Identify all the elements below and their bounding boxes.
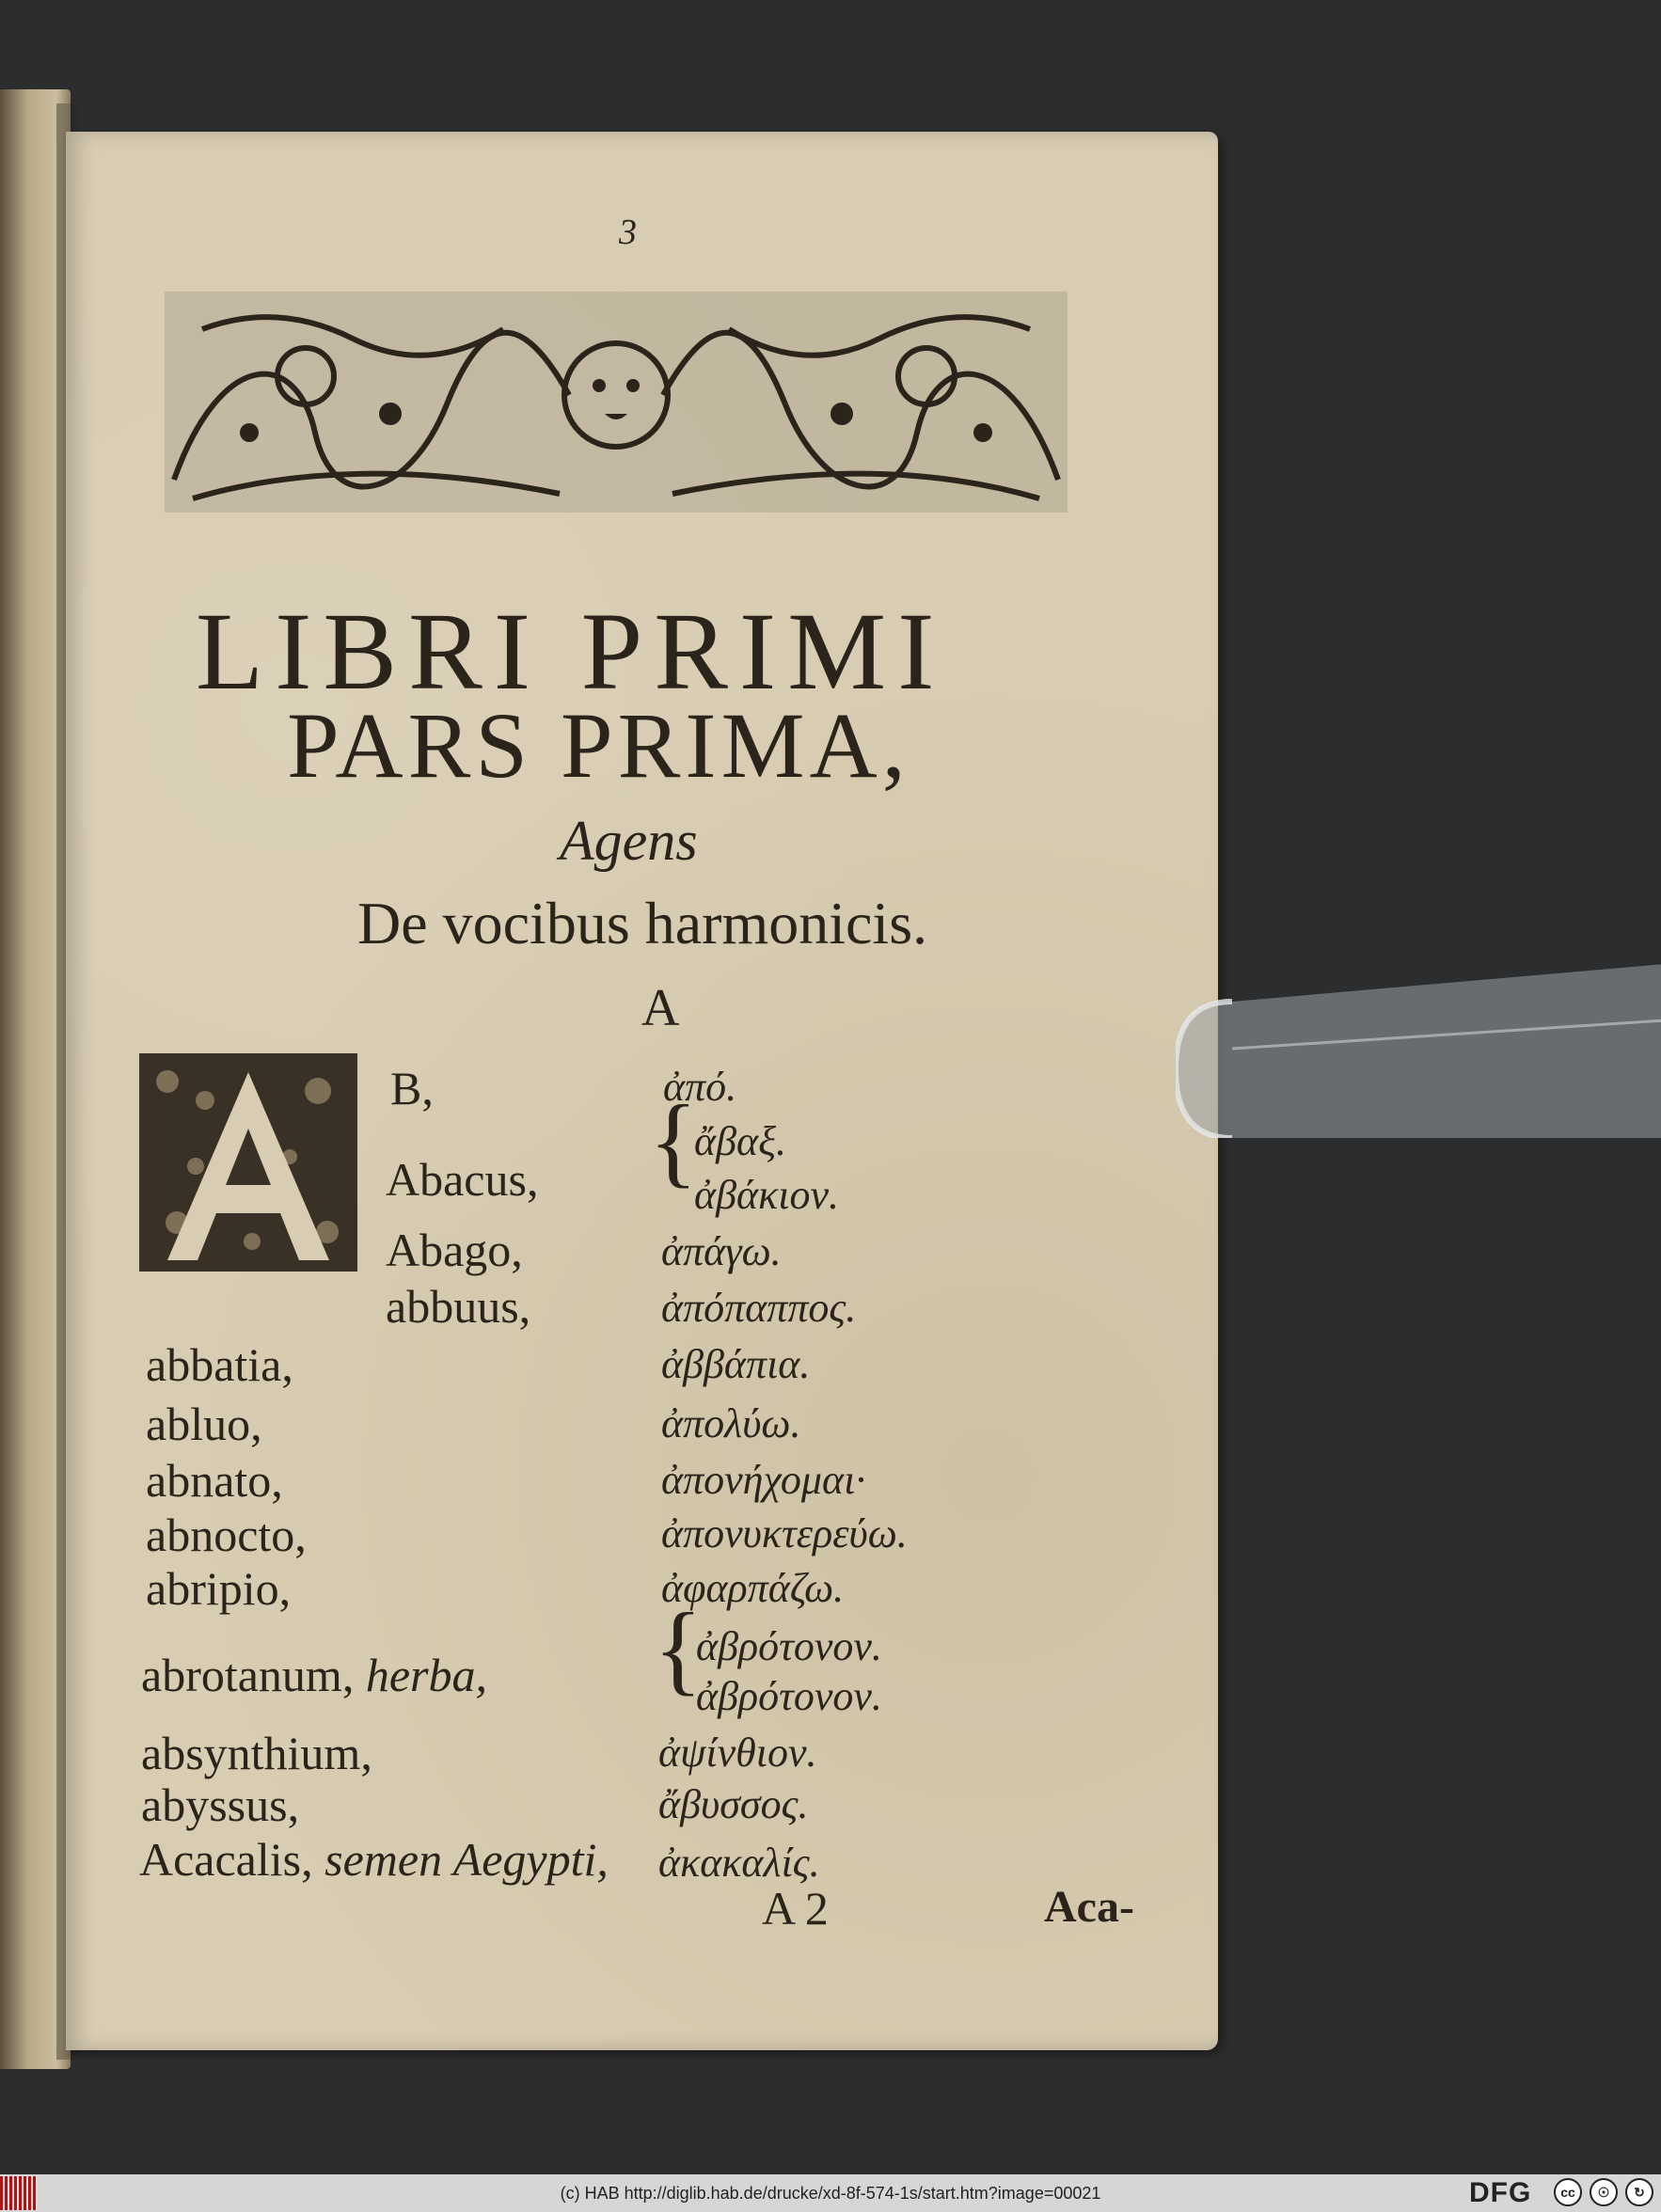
signature-mark: A 2: [762, 1882, 829, 1935]
entry-latin-abacus: Abacus,: [386, 1153, 539, 1206]
brace: {: [649, 1085, 698, 1197]
entry-greek-abago: ἀπάγω.: [661, 1228, 782, 1274]
entry-latin-abbuus: abbuus,: [386, 1280, 531, 1333]
entry-latin-abripio: abripio,: [146, 1562, 292, 1615]
entry-greek-abluo: ἀπολύω.: [661, 1400, 801, 1446]
entry-greek-abbatia: ἀββάπια.: [661, 1341, 811, 1387]
entry-greek-abrotanum-2: ἀβρότονον.: [696, 1673, 882, 1719]
entry-latin-acacalis: [139, 1832, 609, 1887]
entry-latin-absynthium: absynthium,: [141, 1727, 372, 1779]
entry-latin-abluo: abluo,: [146, 1398, 262, 1450]
entry-latin-abrotanum-italic: herba,: [365, 1649, 487, 1701]
dfg-logo: DFG: [1469, 2177, 1532, 2208]
entry-greek-b: ἀπό.: [663, 1064, 737, 1110]
entry-latin-acacalis-italic: semen Aegypti,: [324, 1833, 609, 1886]
entry-latin-abnocto: abnocto,: [146, 1509, 307, 1561]
subtitle-italic: Agens: [560, 810, 698, 872]
catchword: Aca-: [1044, 1882, 1134, 1932]
entry-latin-abrotanum-text: abrotanum,: [141, 1649, 355, 1701]
entry-greek-abyssus: ἄβυσσος.: [658, 1781, 809, 1827]
entry-latin-b: B,: [390, 1062, 434, 1114]
plastic-page-holder: [1176, 964, 1661, 1138]
entry-greek-absynthium: ἀψίνθιον.: [658, 1730, 817, 1776]
sa-icon[interactable]: ↻: [1625, 2178, 1653, 2206]
entry-greek-abacus-2: ἀβάκιον.: [694, 1172, 839, 1218]
credit-line[interactable]: (c) HAB http://diglib.hab.de/drucke/xd-8f-574-1s/start.htm?image=00021: [560, 2184, 1101, 2203]
title-text-1: LIBRI PRIMI: [196, 590, 946, 713]
entry-latin-acacalis-text: Acacalis,: [139, 1833, 313, 1886]
entry-greek-acacalis: ἀκακαλίς.: [658, 1840, 820, 1886]
entry-greek-abripio: ἀφαρπάζω.: [661, 1565, 845, 1611]
entry-latin-abyssus: abyssus,: [141, 1778, 300, 1831]
decorated-initial-a: [139, 1053, 357, 1272]
entry-greek-abrotanum-1: ἀβρότονον.: [696, 1623, 882, 1669]
title-text-2: PARS PRIMA,: [287, 693, 910, 798]
entry-greek-abbuus: ἀπόπαππος.: [661, 1285, 857, 1331]
entry-greek-abnocto: ἀπονυκτερεύω.: [661, 1510, 908, 1556]
entry-greek-abnato: ἀπονήχομαι·: [661, 1457, 866, 1503]
entry-greek-abacus-1: ἄβαξ.: [694, 1118, 786, 1164]
section-letter: A: [641, 979, 680, 1037]
entry-latin-abnato: abnato,: [146, 1454, 283, 1507]
page-number: 3: [619, 213, 637, 252]
entry-latin-abrotanum: [141, 1648, 487, 1702]
cc-icon[interactable]: cc: [1554, 2178, 1582, 2206]
by-icon[interactable]: ☉: [1590, 2178, 1618, 2206]
brace: {: [654, 1593, 703, 1705]
ornamental-headpiece: [165, 292, 1068, 513]
entry-latin-abbatia: abbatia,: [146, 1338, 293, 1391]
entry-latin-abago: Abago,: [386, 1224, 523, 1276]
subtitle: De vocibus harmonicis.: [357, 890, 928, 956]
